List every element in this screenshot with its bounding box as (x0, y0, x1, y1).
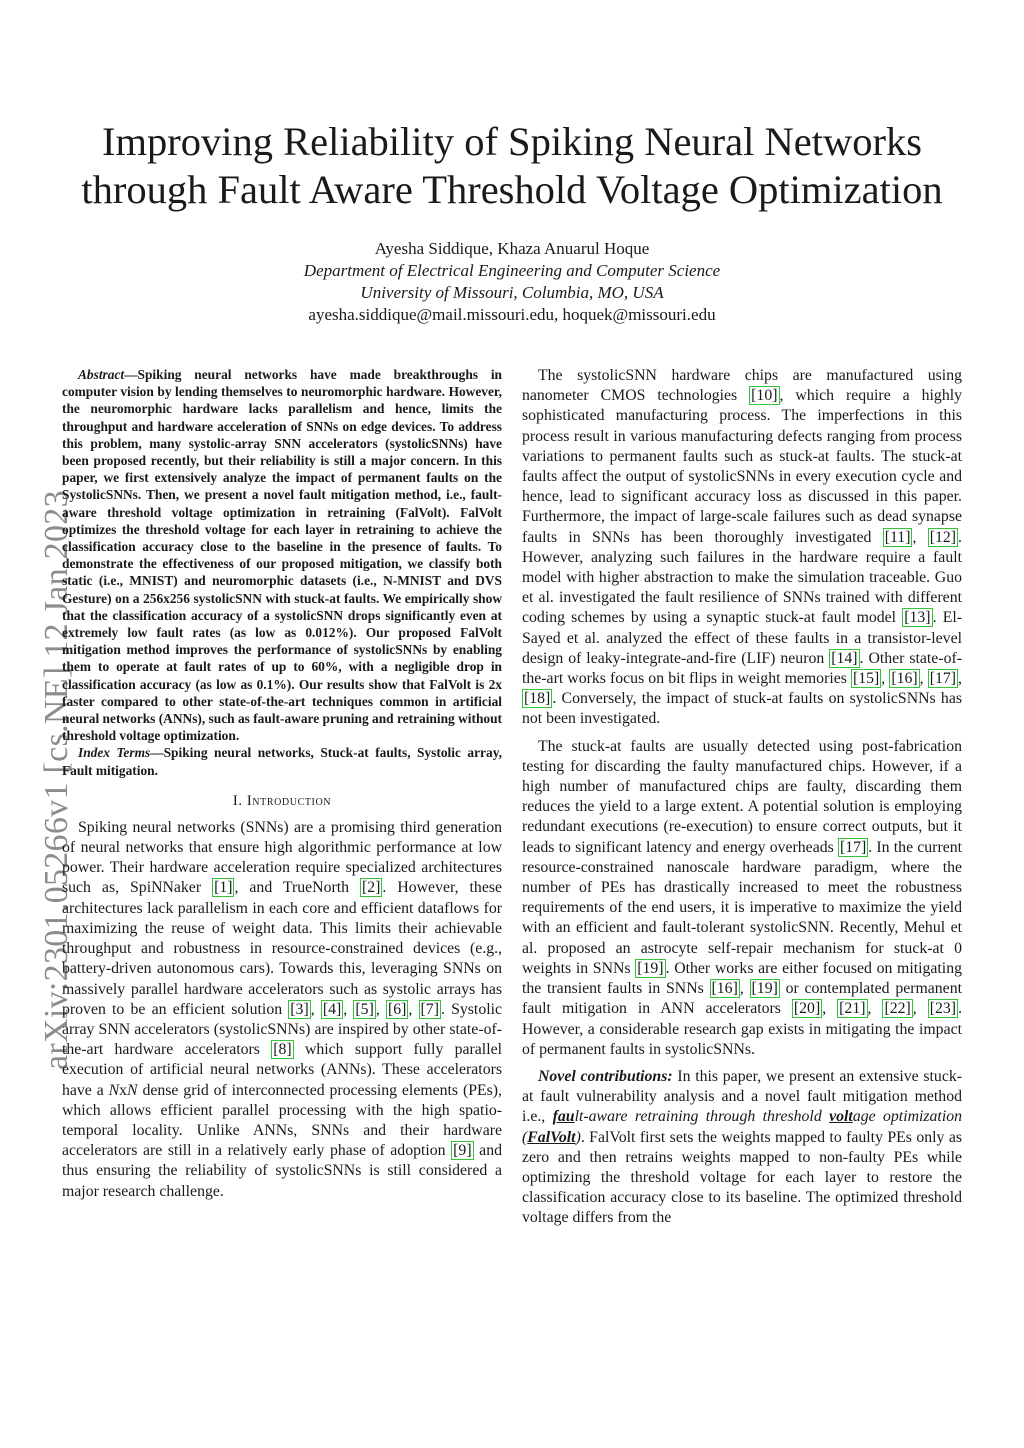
abstract (62, 366, 502, 744)
citation-link[interactable]: [16] (891, 670, 918, 688)
separator: , (343, 1000, 354, 1018)
citation-link[interactable]: [2] (362, 879, 381, 897)
section-heading-introduction (62, 793, 502, 810)
math-symbol: N (108, 1081, 120, 1099)
author-block (40, 238, 984, 326)
citation-link[interactable]: [22] (884, 1000, 911, 1018)
separator: , (310, 1000, 321, 1018)
intro-paragraph-3 (522, 737, 962, 1060)
department: Department of Electrical Engineering and Computer Science (303, 261, 721, 280)
title-line-2: through Fault Aware Threshold Voltage Optimization (81, 167, 943, 212)
text-run: . However, these architectures lack parallelism in each core and efficient dataflows for maximizing the reuse of weight data. This limits their achievable throughput and robustness in resource-constrained devices (e.g., battery-driven autonomous cars). Towards this, leveraging SNNs on massively parallel hardware accelerators such as systolic arrays has proven to be an efficient solution (62, 879, 502, 1018)
citation-link[interactable]: [3] (290, 1000, 309, 1018)
author-names: Ayesha Siddique, Khaza Anuarul Hoque (374, 239, 650, 258)
intro-paragraph-2 (522, 366, 962, 730)
citation-link[interactable]: [9] (453, 1142, 472, 1160)
emphasis-text: age optimization ( (522, 1108, 962, 1146)
text-run: In this paper, we present an extensive stuck-at fault vulnerability analysis and a novel fault mitigation method i.e., (522, 1067, 962, 1126)
math-symbol: x (119, 1081, 128, 1099)
university: University of Missouri, Columbia, MO, USA (360, 283, 664, 302)
index-terms-label: Index Terms (78, 745, 151, 761)
emphasis-highlight: fau (552, 1108, 575, 1126)
text-run: . Systolic array SNN accelerators (systolicSNNs) are inspired by other state-of-the-art hardware accelerators (62, 1000, 503, 1059)
emphasis-highlight: volt (829, 1108, 853, 1126)
citation-link[interactable]: [19] (637, 959, 664, 977)
emphasis-text: t-aware retraining through threshold (578, 1108, 830, 1126)
text-run: . However, analyzing such failures in the hardware require a fault model with higher abstraction to make the simulation traceable. Guo et al. investigated the fault resilience of SNNs trained with different coding schemes by using a synaptic stuck-at fault model (522, 528, 962, 627)
right-column (522, 366, 962, 1236)
text-run: Spiking neural networks (SNNs) are a promising third generation of neural networks that ensure high algorithmic performance at low power. Their hardware acceleration require specialized architectures such as, SpiNNaker (62, 818, 502, 897)
citation-link[interactable]: [23] (929, 1000, 957, 1018)
citation-link[interactable]: [11] (884, 528, 911, 546)
text-run: , and TrueNorth (234, 879, 360, 897)
left-column (62, 366, 502, 1209)
citation-link[interactable]: [14] (831, 649, 858, 667)
text-run: . Conversely, the impact of stuck-at faults on systolicSNNs has not been investigated. (522, 690, 962, 728)
separator: , (408, 1000, 419, 1018)
citation-link[interactable]: [10] (751, 387, 778, 405)
emphasis-text: ) (575, 1128, 581, 1146)
title-line-1: Improving Reliability of Spiking Neural Networks (101, 119, 922, 164)
separator: , (958, 670, 962, 688)
separator: , (375, 1000, 386, 1018)
math-symbol: N (127, 1081, 138, 1099)
text-run: . However, a considerable research gap exists in mitigating the impact of permanent faults in systolicSNNs. (522, 1000, 963, 1058)
citation-link[interactable]: [4] (322, 1000, 342, 1018)
citation-link[interactable]: [16] (711, 980, 738, 998)
citation-link[interactable]: [6] (387, 1000, 407, 1018)
citation-link[interactable]: [12] (929, 528, 957, 546)
intro-paragraph-4 (522, 1067, 962, 1229)
citation-link[interactable]: [5] (355, 1000, 374, 1018)
citation-link[interactable]: [17] (929, 670, 957, 688)
separator: , (919, 670, 928, 688)
separator: , (912, 528, 928, 546)
text-run: . FalVolt first sets the weights mapped to faulty PEs only as zero and then retrains weights mapped to non-faulty PEs while optimizing the threshold voltage for each layer to restore the classification accuracy close to its baseline. The optimized threshold voltage differs from the (522, 1128, 962, 1227)
text-run: dense grid of interconnected processing elements (PEs), which allows efficient parallel processing with the high spatio-temporal locality. Unlike ANNs, SNNs and their hardware accelerators are still in a relatively early phase of adoption (62, 1081, 502, 1160)
citation-link[interactable]: [18] (524, 690, 551, 708)
section-title: Introduction (246, 792, 332, 809)
text-run: The stuck-at faults are usually detected using post-fabrication testing for discarding the faulty manufactured chips. However, if a high number of manufactured chips are faulty, discarding them reduces the yield to a large extent. A potential solution is employing redundant executions (re-execution) to ensure correct outputs, but it leads to significant latency and energy overheads (522, 737, 962, 856)
citation-link[interactable]: [20] (793, 1000, 821, 1018)
paper-title (40, 118, 984, 214)
abstract-label: Abstract (78, 367, 125, 382)
citation-link[interactable]: [13] (904, 609, 931, 627)
separator: , (881, 670, 890, 688)
arxiv-identifier-stamp: arXiv:2301.05266v1 [cs.NE] 12 Jan 2023 (38, 490, 75, 1070)
text-run: and thus ensuring the reliability of systolicSNNs is still considered a major research challenge. (62, 1142, 502, 1200)
section-number: I. (232, 792, 243, 809)
citation-link[interactable]: [8] (273, 1041, 292, 1059)
emphasis-text: l (574, 1108, 579, 1126)
separator: , (867, 1000, 883, 1018)
separator: , (912, 1000, 928, 1018)
separator: , (822, 1000, 838, 1018)
intro-paragraph-1 (62, 818, 502, 1202)
citation-link[interactable]: [21] (839, 1000, 866, 1018)
text-run: . In the current resource-constrained nanoscale hardware paradigm, where the number of PEs has drastically increased to meet the robustness requirements of the end users, it is imperative to maximize the yield with an efficient and fault-tolerant systolicSNN. Recently, Mehul et al. proposed an astrocyte self-repair mechanism for stuck-at 0 weights in SNNs (522, 838, 963, 977)
citation-link[interactable]: [17] (839, 838, 867, 856)
citation-link[interactable]: [1] (214, 879, 233, 897)
text-run: which support fully parallel execution of artificial neural networks (ANNs). These accelerators have a (62, 1041, 502, 1099)
text-run: . Other works are either focused on mitigating the transient faults in SNNs (522, 959, 962, 998)
author-emails: ayesha.siddique@mail.missouri.edu, hoquek@missouri.edu (308, 305, 716, 324)
text-run: . El-Sayed et al. analyzed the effect of these faults in a transistor-level design of leaky-integrate-and-fire (LIF) neuron (522, 609, 962, 667)
citation-link[interactable]: [19] (751, 980, 778, 998)
citation-link[interactable]: [15] (852, 670, 880, 688)
separator: , (739, 980, 750, 998)
text-run: The systolicSNN hardware chips are manufactured using nanometer CMOS technologies (522, 367, 962, 405)
index-terms-text: —Spiking neural networks, Stuck-at faults, Systolic array, Fault mitigation. (62, 745, 502, 778)
text-run: or contemplated permanent fault mitigation in ANN accelerators (522, 980, 962, 1018)
text-run: , which require a highly sophisticated manufacturing process. The imperfections in this process result in various manufacturing defects ranging from process variations to permanent faults such as stuck-at faults. The stuck-at faults affect the output of systolicSNNs in every execution cycle and hence, lead to significant accuracy loss as discussed in this paper. Furthermore, the impact of large-scale failures such as dead synapse faults in SNNs has been thoroughly investigated (522, 387, 962, 546)
abstract-text: —Spiking neural networks have made breakthroughs in computer vision by lending themselves to neuromorphic hardware. However, the neuromorphic hardware lacks parallelism and hence, limits the throughput and hardware acceleration of SNNs on edge devices. To address this problem, many systolic-array SNN accelerators (systolicSNNs) have been proposed recently, but their reliability is still a major concern. In this paper, we first extensively analyze the impact of permanent faults on the SystolicSNNs. Then, we present a novel fault mitigation method, i.e., fault-aware threshold voltage optimization in retraining (FalVolt). FalVolt optimizes the threshold voltage for each layer in retraining to achieve the classification accuracy close to the baseline in the presence of faults. To demonstrate the effectiveness of our proposed mitigation, we classify both static (i.e., MNIST) and neuromorphic datasets (i.e., N-MNIST and DVS Gesture) on a 256x256 systolicSNN with stuck-at faults. We empirically show that the classification accuracy of a systolicSNN drops significantly even at extremely low fault rates (as low as 0.012%). Our proposed FalVolt mitigation method improves the performance of systolicSNNs by enabling them to operate at fault rates of up to 60%, with a negligible drop in classification accuracy (as low as 0.1%). Our results show that FalVolt is 2x faster compared to other state-of-the-art techniques common in artificial neural networks (ANNs), such as fault-aware pruning and retraining without threshold voltage optimization. (62, 367, 502, 744)
text-run: . Other state-of-the-art works focus on bit flips in weight memories (522, 649, 962, 688)
citation-link[interactable]: [7] (420, 1000, 439, 1018)
index-terms (62, 744, 502, 778)
novel-contributions-label: Novel contributions: (538, 1067, 673, 1085)
falvolt-acronym: FalVolt (527, 1128, 576, 1146)
